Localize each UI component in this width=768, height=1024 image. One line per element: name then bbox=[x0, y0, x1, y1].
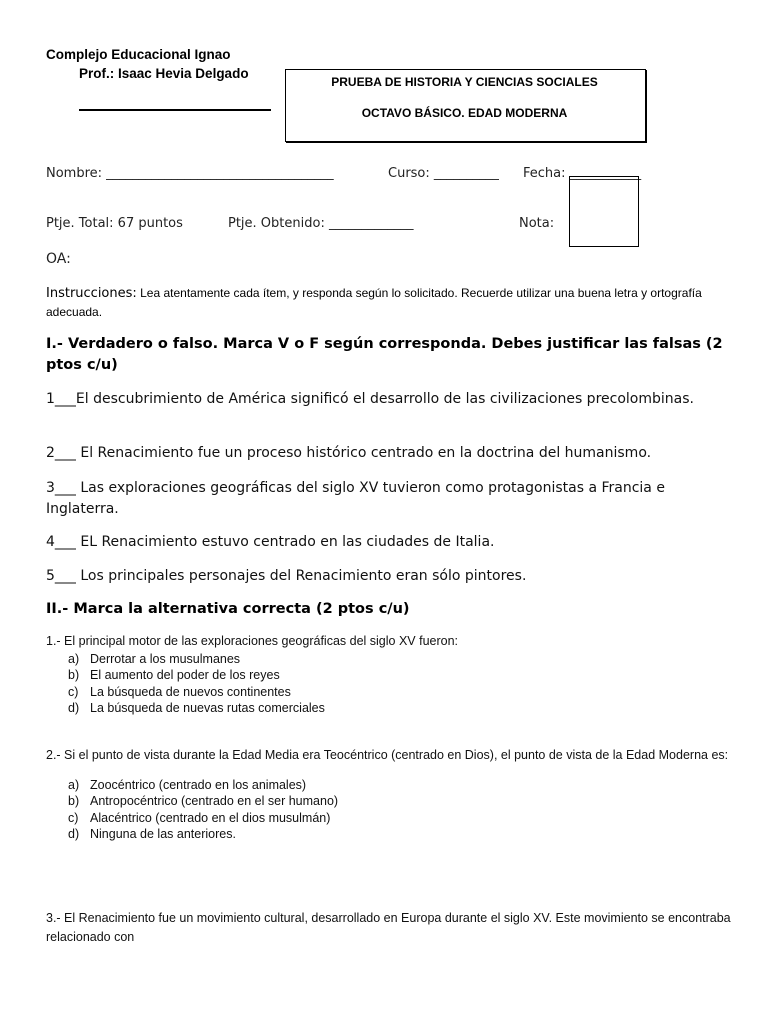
option-b[interactable] bbox=[46, 793, 758, 809]
signature-line bbox=[79, 109, 271, 111]
instructions bbox=[46, 284, 736, 322]
option-d[interactable] bbox=[46, 826, 758, 842]
fecha-field[interactable]: Fecha: ___________ bbox=[523, 166, 642, 181]
nota-label: Nota: bbox=[519, 216, 555, 231]
option-text: La búsqueda de nuevos continentes bbox=[90, 684, 291, 699]
option-letter: b) bbox=[68, 794, 80, 809]
question-1 bbox=[46, 632, 758, 716]
question-3-text: 3.- El Renacimiento fue un movimiento cultural, desarrollado en Europa durante el siglo XV. Este movimiento se encontraba relacionado con bbox=[46, 911, 731, 944]
total-score: Ptje. Total: 67 puntos bbox=[46, 216, 183, 231]
exam-title: PRUEBA DE HISTORIA Y CIENCIAS SOCIALES bbox=[331, 75, 598, 89]
exam-subtitle: OCTAVO BÁSICO. EDAD MODERNA bbox=[361, 106, 568, 120]
option-text: La búsqueda de nuevas rutas comerciales bbox=[90, 700, 325, 715]
option-letter: a) bbox=[68, 778, 80, 792]
option-text: Alacéntrico (centrado en el dios musulmán) bbox=[90, 810, 331, 825]
section2-title: II.- Marca la alternativa correcta (2 ptos c/u) bbox=[46, 601, 410, 617]
option-text: Zoocéntrico (centrado en los animales) bbox=[90, 778, 307, 792]
school-name: Complejo Educacional Ignao bbox=[46, 47, 231, 62]
instructions-label: Instrucciones: bbox=[46, 286, 137, 301]
option-c[interactable] bbox=[46, 684, 758, 700]
question-3 bbox=[46, 909, 758, 947]
option-a[interactable] bbox=[46, 651, 758, 667]
question-2-text: 2.- Si el punto de vista durante la Edad Media era Teocéntrico (centrado en Dios), el punto de vista de la Edad Moderna es: bbox=[46, 748, 729, 762]
question-2 bbox=[46, 746, 758, 842]
obtained-score-field[interactable]: Ptje. Obtenido: _____________ bbox=[228, 216, 414, 231]
option-letter: d) bbox=[68, 826, 80, 841]
nota-box[interactable] bbox=[569, 176, 639, 247]
tf-item-4: 4___ EL Renacimiento estuvo centrado en las ciudades de Italia. bbox=[46, 534, 495, 550]
option-text: Antropocéntrico (centrado en el ser humano) bbox=[90, 794, 339, 809]
option-letter: b) bbox=[68, 668, 80, 683]
question-1-options bbox=[46, 651, 758, 716]
question-2-options bbox=[46, 777, 758, 842]
tf-item-2: 2___ El Renacimiento fue un proceso histórico centrado en la doctrina del humanismo. bbox=[46, 445, 652, 461]
option-letter: a) bbox=[68, 652, 80, 666]
nombre-field[interactable]: Nombre: ___________________________________ bbox=[46, 166, 334, 181]
curso-field[interactable]: Curso: __________ bbox=[388, 166, 499, 181]
option-d[interactable] bbox=[46, 700, 758, 716]
option-c[interactable] bbox=[46, 810, 758, 826]
question-1-text: 1.- El principal motor de las exploraciones geográficas del siglo XV fueron: bbox=[46, 634, 459, 648]
option-text: Derrotar a los musulmanes bbox=[90, 652, 241, 666]
instructions-text: Lea atentamente cada ítem, y responda según lo solicitado. Recuerde utilizar una buena letra y ortografía adecuada. bbox=[46, 286, 702, 319]
option-letter: c) bbox=[68, 810, 79, 825]
section1-title: I.- Verdadero o falso. Marca V o F según corresponda. Debes justificar las falsas (2 ptos c/u) bbox=[46, 336, 723, 373]
option-letter: c) bbox=[68, 684, 79, 699]
professor-name: Prof.: Isaac Hevia Delgado bbox=[79, 66, 249, 81]
tf-item-5: 5___ Los principales personajes del Renacimiento eran sólo pintores. bbox=[46, 568, 527, 584]
tf-item-3: 3___ Las exploraciones geográficas del siglo XV tuvieron como protagonistas a Francia e Inglaterra. bbox=[46, 480, 665, 517]
oa-label: OA: bbox=[46, 251, 71, 267]
option-b[interactable] bbox=[46, 667, 758, 683]
option-text: Ninguna de las anteriores. bbox=[90, 826, 236, 841]
tf-item-1: 1___El descubrimiento de América significó el desarrollo de las civilizaciones precolombinas. bbox=[46, 391, 694, 407]
option-a[interactable] bbox=[46, 777, 758, 793]
option-text: El aumento del poder de los reyes bbox=[90, 668, 280, 683]
option-letter: d) bbox=[68, 700, 80, 715]
